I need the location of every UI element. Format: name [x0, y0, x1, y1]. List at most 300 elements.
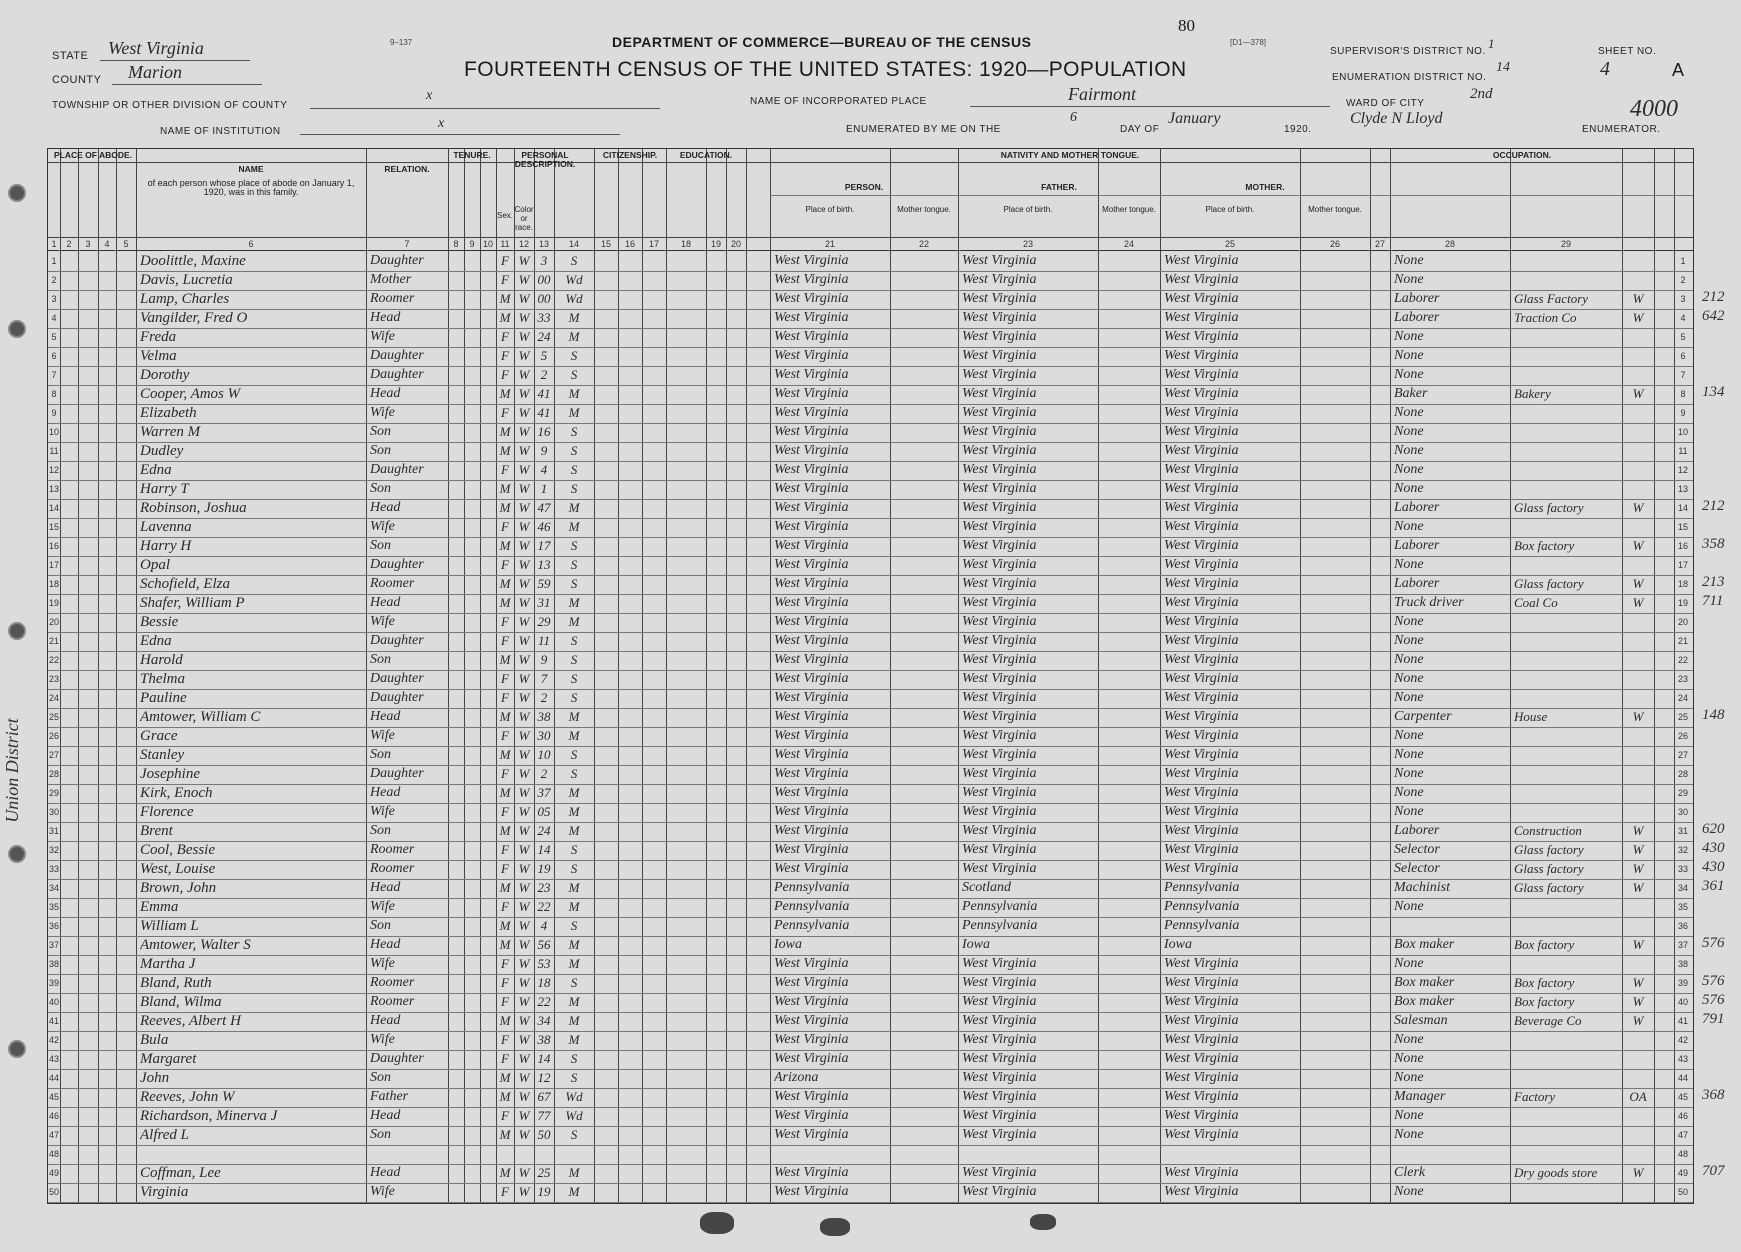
cell-fpob: West Virginia: [962, 310, 1037, 325]
cell-race: W: [518, 1127, 530, 1142]
cell-rel: Wife: [370, 519, 395, 534]
cell-ms: S: [570, 671, 578, 686]
cell-ms: M: [568, 500, 580, 515]
cell-ind: Glass factory: [1514, 576, 1584, 591]
cell-pob: West Virginia: [774, 709, 849, 724]
row-number-right: 17: [1677, 560, 1688, 570]
cell-sex: M: [499, 709, 511, 724]
row-number-right: 8: [1680, 389, 1686, 399]
cell-mpob: West Virginia: [1164, 804, 1239, 819]
row-number-right: 7: [1680, 370, 1686, 380]
cell-race: W: [518, 633, 530, 648]
cell-fpob: Pennsylvania: [962, 899, 1038, 914]
cell-ms: S: [570, 557, 578, 572]
cell-pob: West Virginia: [774, 728, 849, 743]
binder-hole: [8, 184, 26, 202]
row-number: 18: [48, 579, 59, 589]
cell-rel: Head: [370, 500, 401, 515]
cell-fpob: West Virginia: [962, 671, 1037, 686]
column-number: 27: [1374, 239, 1385, 249]
cell-mpob: West Virginia: [1164, 1070, 1239, 1085]
mother-header: MOTHER.: [1245, 182, 1285, 192]
cell-occ: None: [1394, 329, 1424, 344]
cell-age: 47: [537, 500, 551, 515]
cell-age: 29: [537, 614, 551, 629]
column-number: 16: [624, 239, 635, 249]
cell-ms: S: [570, 766, 578, 781]
cell-fpob: West Virginia: [962, 291, 1037, 306]
cell-age: 05: [537, 804, 551, 819]
cell-name: Robinson, Joshua: [140, 500, 247, 516]
cell-rel: Wife: [370, 329, 395, 344]
cell-mpob: West Virginia: [1164, 652, 1239, 667]
cell-emp: W: [1632, 310, 1644, 325]
cell-rel: Son: [370, 538, 391, 553]
cell-fpob: West Virginia: [962, 424, 1037, 439]
cell-name: Virginia: [140, 1184, 189, 1200]
cell-fpob: West Virginia: [962, 443, 1037, 458]
cell-mpob: West Virginia: [1164, 1184, 1239, 1199]
cell-fpob: West Virginia: [962, 804, 1037, 819]
cell-name: Harry T: [140, 481, 189, 497]
name-description: of each person whose place of abode on January 1, 1920, was in this family.: [147, 178, 355, 197]
margin-note: 576: [1702, 935, 1725, 951]
row-number: 49: [48, 1168, 59, 1178]
cell-race: W: [518, 519, 530, 534]
cell-ms: M: [568, 1013, 580, 1028]
row-number-right: 12: [1677, 465, 1688, 475]
cell-name: Grace: [140, 728, 178, 744]
cell-sex: F: [501, 766, 509, 781]
cell-ms: S: [570, 975, 578, 990]
cell-name: Velma: [140, 348, 177, 364]
row-number-right: 10: [1677, 427, 1688, 437]
cell-fpob: West Virginia: [962, 709, 1037, 724]
cell-mpob: Pennsylvania: [1164, 899, 1240, 914]
cell-rel: Head: [370, 709, 401, 724]
cell-name: Brent: [140, 823, 173, 839]
row-number: 16: [48, 541, 59, 551]
cell-name: Martha J: [140, 956, 196, 972]
cell-rel: Son: [370, 1127, 391, 1142]
row-number-right: 1: [1680, 256, 1686, 266]
cell-race: W: [518, 671, 530, 686]
cell-age: 23: [537, 880, 551, 895]
cell-fpob: Pennsylvania: [962, 918, 1038, 933]
cell-age: 24: [537, 823, 551, 838]
cell-fpob: West Virginia: [962, 329, 1037, 344]
column-number: 17: [648, 239, 659, 249]
column-number: 1: [51, 239, 57, 249]
cell-occ: Salesman: [1394, 1013, 1448, 1028]
cell-pob: Arizona: [774, 1070, 819, 1085]
cell-race: W: [518, 918, 530, 933]
year-label: 1920.: [1284, 124, 1312, 135]
cell-sex: F: [501, 1108, 509, 1123]
cell-rel: Roomer: [370, 842, 415, 857]
cell-rel: Daughter: [370, 348, 424, 363]
cell-ms: S: [570, 633, 578, 648]
cell-sex: M: [499, 310, 511, 325]
cell-pob: West Virginia: [774, 595, 849, 610]
cell-name: Josephine: [140, 766, 200, 782]
cell-name: West, Louise: [140, 861, 216, 877]
ink-stain: [820, 1218, 850, 1236]
cell-occ: Laborer: [1394, 538, 1440, 553]
cell-emp: W: [1632, 709, 1644, 724]
cell-name: Emma: [140, 899, 179, 915]
cell-mpob: West Virginia: [1164, 747, 1239, 762]
cell-sex: M: [499, 386, 511, 401]
cell-ms: M: [568, 329, 580, 344]
cell-sex: F: [501, 804, 509, 819]
cell-sex: M: [499, 652, 511, 667]
row-number: 34: [48, 883, 59, 893]
enumerator-label: ENUMERATOR.: [1582, 124, 1661, 135]
cell-age: 22: [537, 899, 551, 914]
cell-occ: None: [1394, 785, 1424, 800]
cell-fpob: West Virginia: [962, 747, 1037, 762]
cell-mpob: West Virginia: [1164, 1051, 1239, 1066]
cell-sex: M: [499, 443, 511, 458]
personal-header: PERSONAL DESCRIPTION.: [514, 150, 576, 169]
cell-rel: Son: [370, 1070, 391, 1085]
cell-age: 16: [537, 424, 551, 439]
cell-fpob: West Virginia: [962, 1108, 1037, 1123]
cell-ms: M: [568, 804, 580, 819]
cell-ms: M: [568, 1184, 580, 1199]
cell-fpob: West Virginia: [962, 652, 1037, 667]
cell-sex: M: [499, 500, 511, 515]
cell-age: 19: [537, 1184, 551, 1199]
cell-occ: None: [1394, 481, 1424, 496]
cell-occ: None: [1394, 519, 1424, 534]
cell-race: W: [518, 367, 530, 382]
cell-sex: M: [499, 291, 511, 306]
cell-ms: M: [568, 823, 580, 838]
cell-occ: None: [1394, 614, 1424, 629]
cell-age: 77: [537, 1108, 551, 1123]
cell-mpob: West Virginia: [1164, 1127, 1239, 1142]
cell-ms: M: [568, 994, 580, 1009]
cell-sex: F: [501, 956, 509, 971]
row-number: 13: [48, 484, 59, 494]
cell-race: W: [518, 348, 530, 363]
father-header: FATHER.: [1041, 182, 1077, 192]
cell-mpob: Iowa: [1164, 937, 1192, 952]
margin-note: 620: [1702, 821, 1725, 837]
cell-ms: M: [568, 519, 580, 534]
column-number: 6: [248, 239, 254, 249]
cell-age: 59: [537, 576, 551, 591]
cell-race: W: [518, 272, 530, 287]
cell-race: W: [518, 291, 530, 306]
cell-name: Bessie: [140, 614, 179, 630]
cell-age: 41: [537, 405, 551, 420]
cell-sex: M: [499, 785, 511, 800]
cell-race: W: [518, 766, 530, 781]
row-number-right: 9: [1680, 408, 1686, 418]
cell-race: W: [518, 424, 530, 439]
cell-age: 31: [537, 595, 551, 610]
cell-ms: M: [568, 937, 580, 952]
incorporated-place-value: Fairmont: [1068, 84, 1137, 104]
cell-pob: West Virginia: [774, 1051, 849, 1066]
cell-fpob: West Virginia: [962, 405, 1037, 420]
cell-age: 53: [537, 956, 551, 971]
cell-name: Brown, John: [140, 880, 217, 896]
row-number: 31: [48, 826, 59, 836]
cell-age: 46: [537, 519, 551, 534]
cell-emp: W: [1632, 576, 1644, 591]
cell-pob: Pennsylvania: [774, 880, 850, 895]
cell-ms: S: [570, 576, 578, 591]
cell-rel: Head: [370, 386, 401, 401]
row-number-right: 50: [1677, 1187, 1688, 1197]
cell-race: W: [518, 1051, 530, 1066]
cell-emp: W: [1632, 880, 1644, 895]
margin-note: 361: [1702, 878, 1725, 894]
cell-name: Lavenna: [140, 519, 192, 535]
cell-age: 41: [537, 386, 551, 401]
cell-age: 00: [537, 272, 551, 287]
column-number: 9: [469, 239, 475, 249]
cell-sex: M: [499, 747, 511, 762]
cell-ms: M: [568, 956, 580, 971]
cell-fpob: West Virginia: [962, 519, 1037, 534]
row-number-right: 47: [1677, 1130, 1688, 1140]
cell-age: 33: [537, 310, 551, 325]
cell-name: Harold: [140, 652, 183, 668]
cell-pob: West Virginia: [774, 1013, 849, 1028]
cell-ind: Box factory: [1514, 937, 1575, 952]
row-number: 30: [48, 807, 59, 817]
cell-rel: Son: [370, 481, 391, 496]
cell-age: 9: [540, 652, 548, 667]
cell-age: 4: [540, 918, 548, 933]
institution-value: x: [438, 116, 445, 131]
row-number-right: 44: [1677, 1073, 1688, 1083]
row-number: 44: [48, 1073, 59, 1083]
cell-pob: West Virginia: [774, 1108, 849, 1123]
cell-pob: West Virginia: [774, 1032, 849, 1047]
cell-age: 10: [537, 747, 551, 762]
cell-rel: Wife: [370, 956, 395, 971]
cell-ms: S: [570, 861, 578, 876]
cell-rel: Son: [370, 823, 391, 838]
cell-age: 14: [537, 1051, 551, 1066]
column-number: 4: [104, 239, 110, 249]
cell-sex: M: [499, 937, 511, 952]
cell-ms: S: [570, 481, 578, 496]
cell-ms: M: [568, 405, 580, 420]
column-number: 22: [918, 239, 929, 249]
cell-race: W: [518, 329, 530, 344]
ward-label: WARD OF CITY: [1346, 98, 1425, 109]
cell-rel: Daughter: [370, 671, 424, 686]
row-number: 23: [48, 674, 59, 684]
cell-pob: West Virginia: [774, 1165, 849, 1180]
cell-fpob: West Virginia: [962, 272, 1037, 287]
cell-sex: F: [501, 1032, 509, 1047]
cell-sex: F: [501, 272, 509, 287]
cell-sex: F: [501, 994, 509, 1009]
cell-name: Bula: [140, 1032, 169, 1048]
row-number: 48: [48, 1149, 59, 1159]
cell-fpob: West Virginia: [962, 1165, 1037, 1180]
cell-ms: M: [568, 899, 580, 914]
cell-occ: Manager: [1394, 1089, 1446, 1104]
cell-mpob: West Virginia: [1164, 348, 1239, 363]
row-number-right: 34: [1677, 883, 1688, 893]
cell-name: Coffman, Lee: [140, 1165, 221, 1181]
cell-rel: Daughter: [370, 1051, 424, 1066]
row-number: 1: [51, 256, 57, 266]
cell-fpob: West Virginia: [962, 842, 1037, 857]
cell-name: Lamp, Charles: [140, 291, 230, 307]
cell-ms: M: [568, 614, 580, 629]
column-number: 28: [1444, 239, 1455, 249]
cell-race: W: [518, 1070, 530, 1085]
cell-emp: W: [1632, 386, 1644, 401]
cell-sex: F: [501, 1051, 509, 1066]
cell-mpob: Pennsylvania: [1164, 918, 1240, 933]
census-title: FOURTEENTH CENSUS OF THE UNITED STATES: 1920—POPULATION: [464, 58, 1187, 81]
cell-fpob: West Virginia: [962, 576, 1037, 591]
cell-ms: Wd: [565, 1089, 583, 1104]
row-number-right: 30: [1677, 807, 1688, 817]
row-number-right: 41: [1677, 1016, 1688, 1026]
cell-rel: Wife: [370, 1032, 395, 1047]
cell-emp: W: [1632, 842, 1644, 857]
cell-age: 5: [540, 348, 548, 363]
form-ref: [D1—378]: [1230, 38, 1267, 47]
row-number: 14: [48, 503, 59, 513]
cell-mpob: West Virginia: [1164, 823, 1239, 838]
cell-occ: None: [1394, 367, 1424, 382]
cell-rel: Father: [370, 1089, 409, 1104]
cell-race: W: [518, 614, 530, 629]
cell-occ: None: [1394, 1184, 1424, 1199]
cell-fpob: West Virginia: [962, 1127, 1037, 1142]
cell-pob: West Virginia: [774, 443, 849, 458]
cell-pob: West Virginia: [774, 386, 849, 401]
cell-race: W: [518, 956, 530, 971]
row-number-right: 19: [1677, 598, 1688, 608]
cell-pob: West Virginia: [774, 956, 849, 971]
cell-ms: Wd: [565, 272, 583, 287]
cell-occ: None: [1394, 462, 1424, 477]
cell-mpob: West Virginia: [1164, 709, 1239, 724]
cell-mpob: West Virginia: [1164, 386, 1239, 401]
cell-age: 2: [540, 690, 548, 705]
cell-race: W: [518, 538, 530, 553]
cell-mpob: West Virginia: [1164, 861, 1239, 876]
father-tongue-header: Mother tongue.: [1102, 205, 1156, 214]
cell-ms: M: [568, 785, 580, 800]
cell-fpob: West Virginia: [962, 785, 1037, 800]
cell-rel: Wife: [370, 614, 395, 629]
cell-emp: OA: [1629, 1089, 1647, 1104]
color-header: Color or race.: [514, 205, 534, 232]
row-number-right: 40: [1677, 997, 1688, 1007]
cell-occ: None: [1394, 1127, 1424, 1142]
cell-rel: Head: [370, 1013, 401, 1028]
cell-mpob: West Virginia: [1164, 576, 1239, 591]
cell-race: W: [518, 1013, 530, 1028]
row-number: 22: [48, 655, 59, 665]
row-number: 47: [48, 1130, 59, 1140]
cell-ind: Beverage Co: [1514, 1013, 1582, 1028]
cell-ms: M: [568, 595, 580, 610]
cell-mpob: West Virginia: [1164, 595, 1239, 610]
cell-mpob: West Virginia: [1164, 405, 1239, 420]
cell-age: 34: [537, 1013, 551, 1028]
cell-occ: Laborer: [1394, 500, 1440, 515]
cell-pob: West Virginia: [774, 1127, 849, 1142]
column-number: 8: [453, 239, 459, 249]
cell-race: W: [518, 443, 530, 458]
cell-name: Dorothy: [140, 367, 190, 383]
binder-hole: [8, 845, 26, 863]
cell-fpob: West Virginia: [962, 1184, 1037, 1199]
cell-pob: West Virginia: [774, 538, 849, 553]
cell-occ: None: [1394, 804, 1424, 819]
cell-name: Margaret: [140, 1051, 197, 1067]
row-number: 6: [51, 351, 57, 361]
row-number-right: 43: [1677, 1054, 1688, 1064]
cell-rel: Daughter: [370, 766, 424, 781]
cell-ms: S: [570, 652, 578, 667]
cell-age: 13: [537, 557, 551, 572]
cell-name: Cool, Bessie: [140, 842, 215, 858]
cell-age: 7: [540, 671, 548, 686]
cell-fpob: West Virginia: [962, 766, 1037, 781]
cell-ms: S: [570, 462, 578, 477]
cell-emp: W: [1632, 500, 1644, 515]
cell-age: 38: [537, 1032, 551, 1047]
cell-mpob: West Virginia: [1164, 310, 1239, 325]
cell-race: W: [518, 823, 530, 838]
cell-occ: None: [1394, 1032, 1424, 1047]
cell-race: W: [518, 576, 530, 591]
cell-pob: Pennsylvania: [774, 899, 850, 914]
cell-pob: West Virginia: [774, 481, 849, 496]
cell-rel: Daughter: [370, 253, 424, 268]
cell-mpob: West Virginia: [1164, 367, 1239, 382]
cell-age: 11: [537, 633, 551, 648]
cell-fpob: West Virginia: [962, 994, 1037, 1009]
row-number: 5: [51, 332, 57, 342]
cell-occ: None: [1394, 956, 1424, 971]
column-number: 19: [710, 239, 721, 249]
cell-age: 56: [537, 937, 551, 952]
cell-age: 17: [537, 538, 551, 553]
column-number: 23: [1022, 239, 1033, 249]
cell-ms: Wd: [565, 1108, 583, 1123]
cell-sex: M: [499, 1013, 511, 1028]
cell-race: W: [518, 405, 530, 420]
ink-stain: [1030, 1214, 1056, 1230]
cell-race: W: [518, 1108, 530, 1123]
cell-mpob: West Virginia: [1164, 500, 1239, 515]
cell-occ: Box maker: [1394, 975, 1455, 990]
cell-rel: Daughter: [370, 557, 424, 572]
cell-ms: S: [570, 367, 578, 382]
cell-mpob: West Virginia: [1164, 272, 1239, 287]
row-number-right: 2: [1680, 275, 1686, 285]
cell-sex: F: [501, 405, 509, 420]
